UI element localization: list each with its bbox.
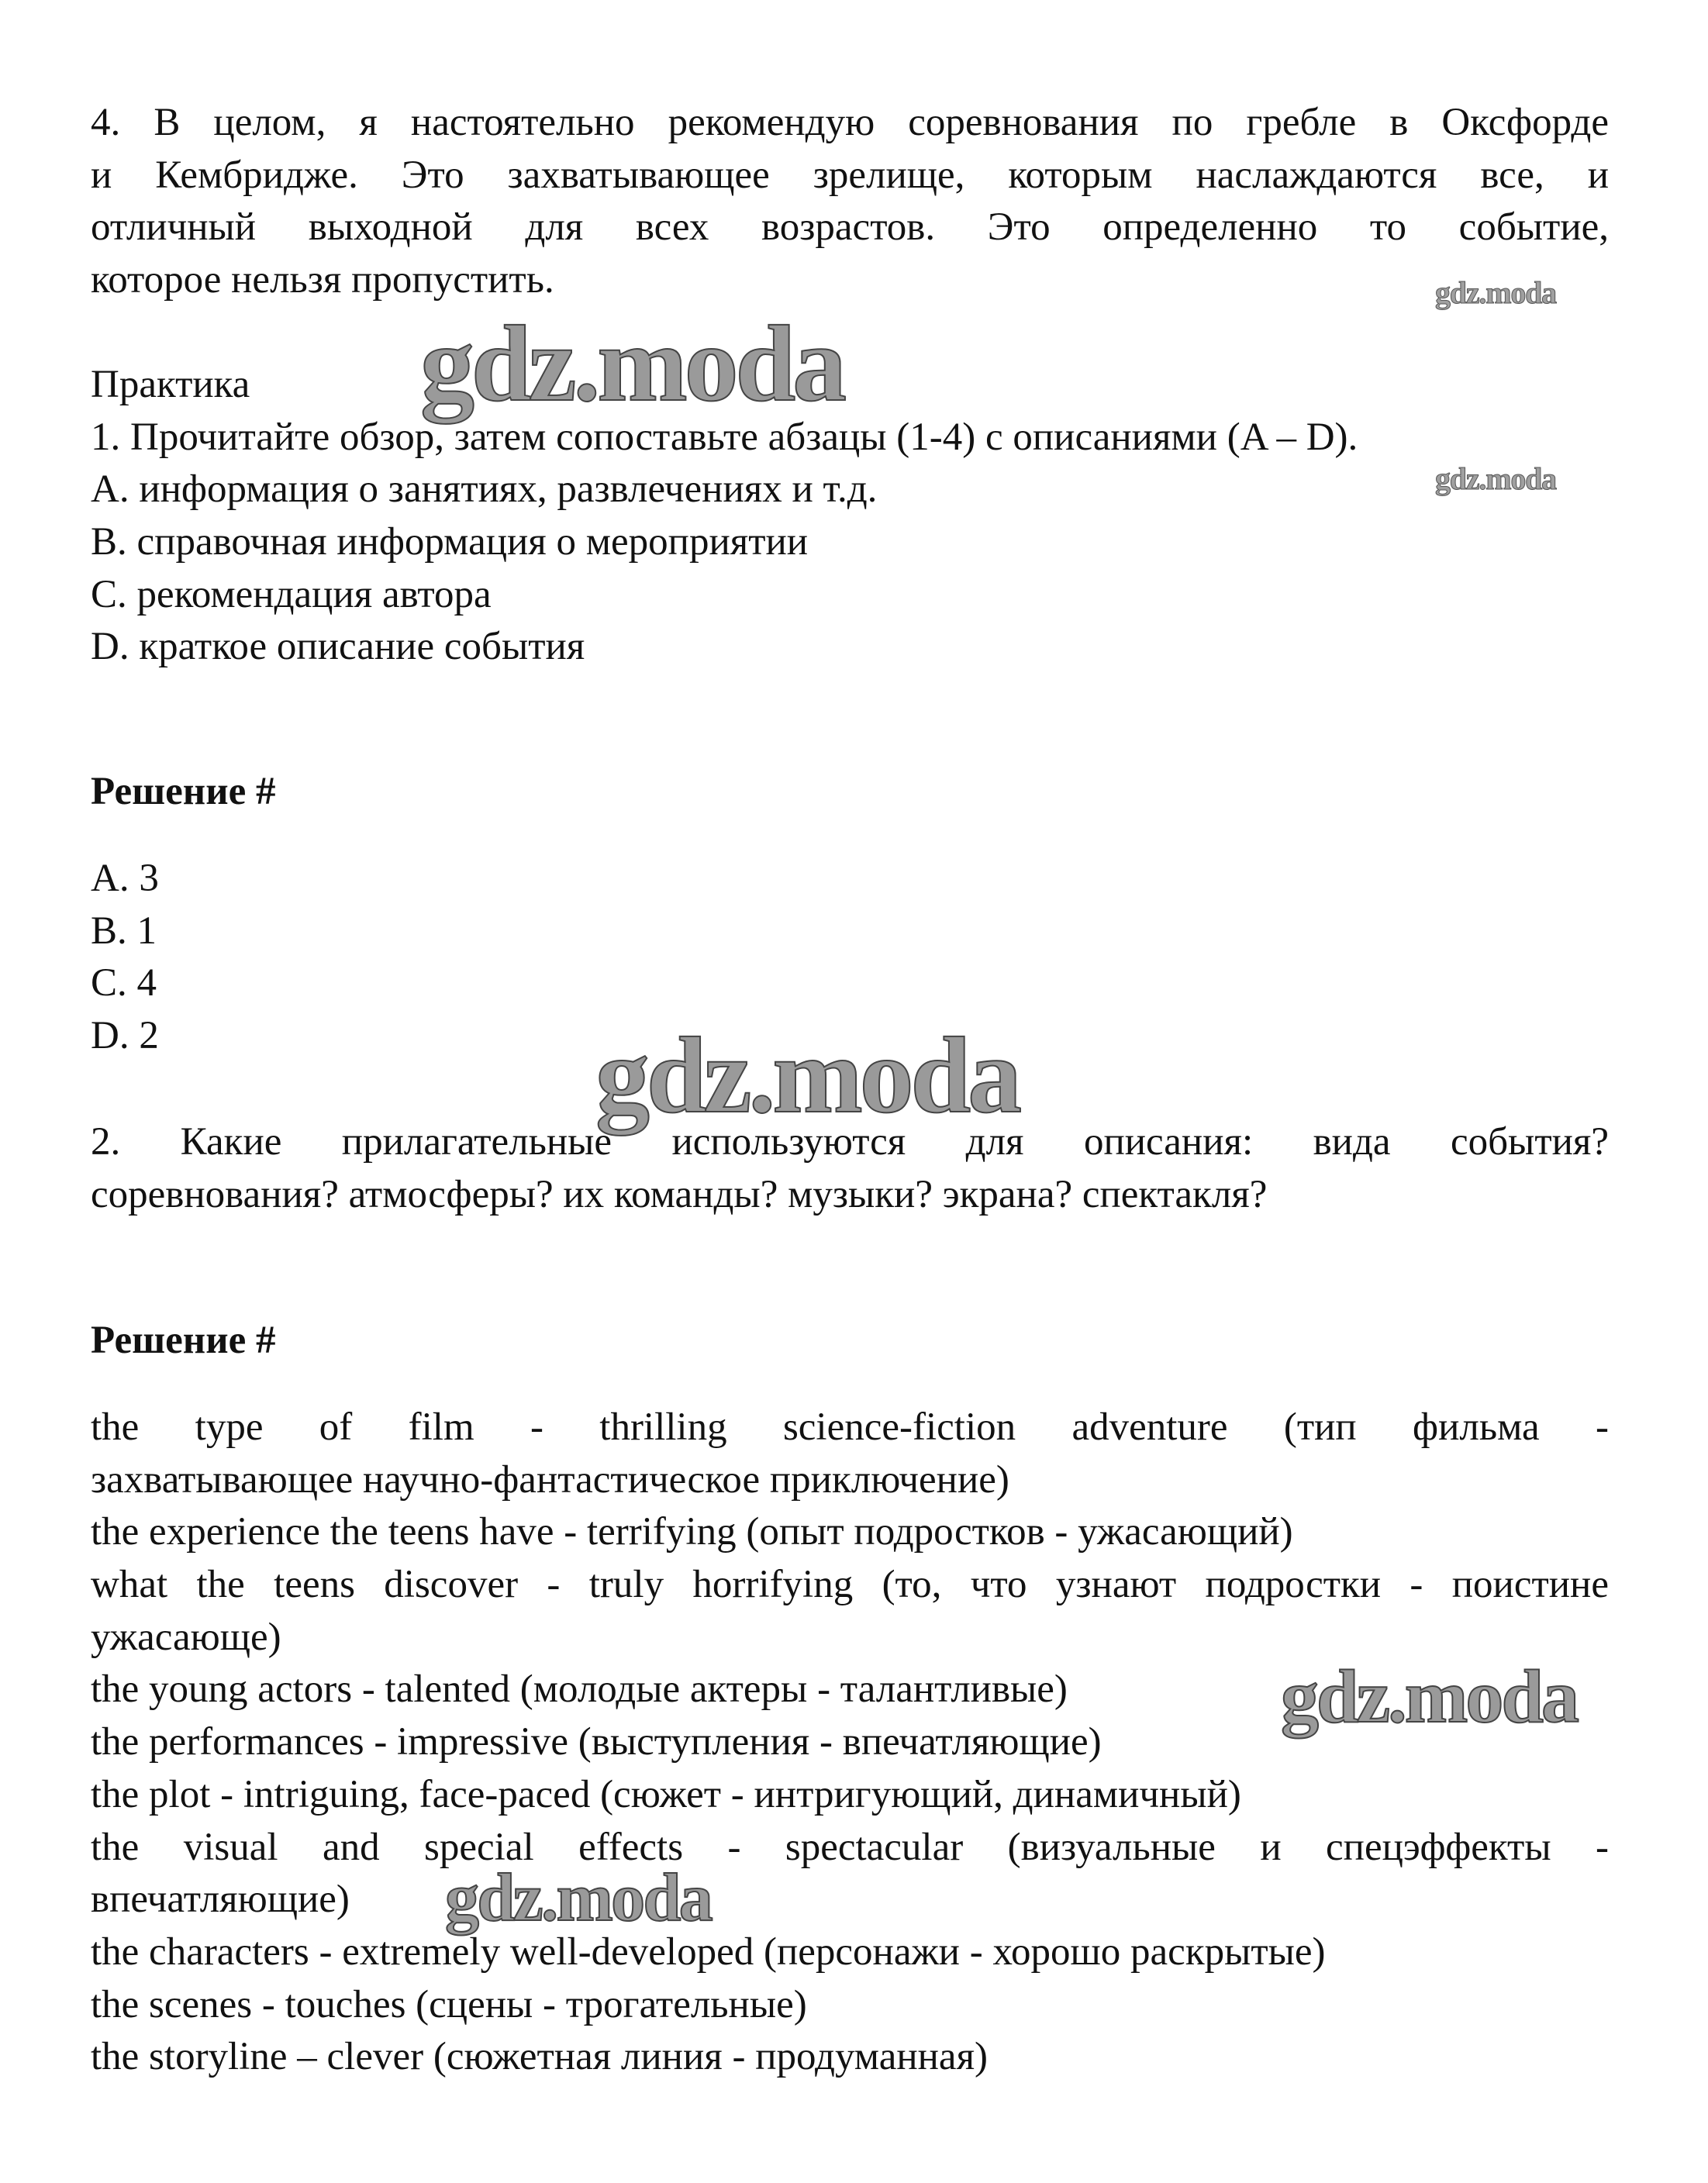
answer-c: C. 4 [91, 961, 157, 1005]
watermark: gdz.moda [1281, 1655, 1578, 1739]
text-line: захватывающее научно-фантастическое приключение) [91, 1457, 1009, 1502]
text-line: соревнования? атмосферы? их команды? музыки? экрана? спектакля? [91, 1172, 1268, 1216]
text-line: отличный выходной для всех возрастов. Это определенно то событие, [91, 205, 1609, 250]
practice-section [91, 359, 1609, 674]
text-line: 4. В целом, я настоятельно рекомендую соревнования по гребле в Оксфорде [91, 101, 1609, 144]
answer-d: D. 2 [91, 1014, 159, 1058]
text-line: the scenes - touches (сцены - трогательные) [91, 1982, 807, 2026]
text-line: и Кембридже. Это захватывающее зрелище, которым наслаждаются все, и [91, 153, 1609, 197]
option-d: D. краткое описание события [91, 625, 585, 669]
option-b: B. справочная информация о мероприятии [91, 520, 809, 564]
text-line: the type of film - thrilling science-fiction adventure (тип фильма - [91, 1405, 1609, 1449]
text-line: the young actors - talented (молодые актеры - талантливые) [91, 1667, 1068, 1712]
option-c: C. рекомендация автора [91, 572, 492, 616]
watermark: gdz.moda [595, 1016, 1019, 1136]
text-line: the storyline – clever (сюжетная линия - продуманная) [91, 2035, 989, 2079]
practice-heading: Практика [91, 363, 250, 406]
text-line: ужасающе) [91, 1615, 281, 1659]
task-1: 1. Прочитайте обзор, затем сопоставьте абзацы (1-4) с описаниями (A – D). [91, 415, 1358, 459]
watermark: gdz.moda [1435, 275, 1556, 310]
text-line: the plot - intriguing, face-paced (сюжет - интригующий, динамичный) [91, 1772, 1241, 1816]
paragraph-4 [91, 97, 1609, 310]
solution-1-heading [91, 766, 1609, 819]
answer-a: A. 3 [91, 857, 159, 900]
answer-b: B. 1 [91, 909, 157, 953]
solution-heading: Решение # [91, 1319, 276, 1362]
watermark: gdz.moda [420, 304, 844, 424]
text-line: the visual and special effects - spectacular (визуальные и спецэффекты - [91, 1825, 1609, 1869]
watermark: gdz.moda [1435, 461, 1556, 496]
text-line: которое нельзя пропустить. [91, 258, 554, 302]
text-line: the performances - impressive (выступления - впечатляющие) [91, 1720, 1102, 1764]
text-line: the experience the teens have - terrifying (опыт подростков - ужасающий) [91, 1510, 1293, 1554]
watermark: gdz.moda [445, 1861, 712, 1936]
solution-2-heading [91, 1315, 1609, 1367]
text-line: впечатляющие) [91, 1878, 350, 1922]
option-a: A. информация о занятиях, развлечениях и т.д. [91, 467, 878, 512]
text-line: 2. Какие прилагательные используются для описания: вида события? [91, 1120, 1609, 1164]
text-line: the characters - extremely well-developed (персонажи - хорошо раскрытые) [91, 1930, 1326, 1974]
text-line: what the teens discover - truly horrifying (то, что узнают подростки - поистине [91, 1563, 1609, 1607]
solution-heading: Решение # [91, 770, 276, 813]
solution-2-list [91, 1402, 1609, 2084]
